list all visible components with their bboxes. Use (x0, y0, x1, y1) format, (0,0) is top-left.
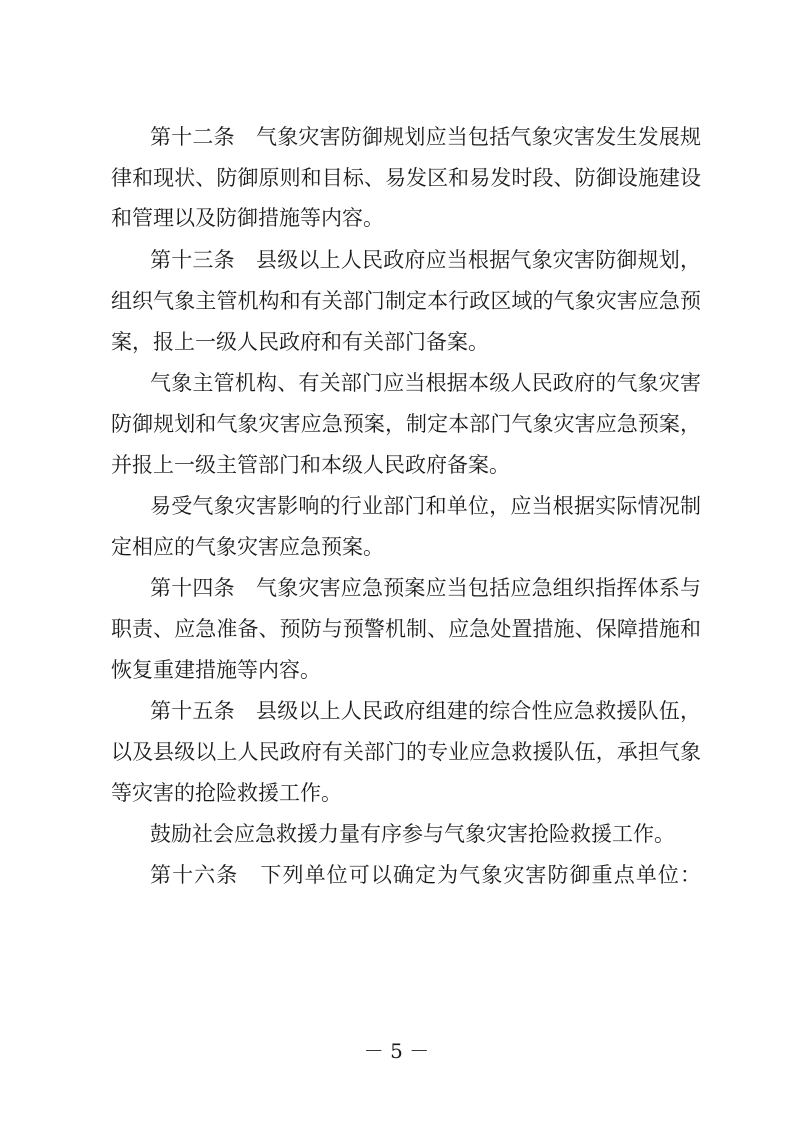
text-line: 职责、应急准备、预防与预警机制、应急处置措施、保障措施和 (111, 617, 701, 641)
text-line: 和管理以及防御措施等内容。 (111, 206, 384, 230)
text-line: 第十五条 县级以上人民政府组建的综合性应急救援队伍， (150, 699, 701, 723)
text-line: 并报上一级主管部门和本级人民政府备案。 (111, 453, 510, 477)
text-line: 组织气象主管机构和有关部门制定本行政区域的气象灾害应急预 (111, 289, 701, 313)
text-line: 第十六条 下列单位可以确定为气象灾害防御重点单位： (150, 863, 701, 887)
text-line: 以及县级以上人民政府有关部门的专业应急救援队伍，承担气象 (111, 740, 701, 764)
text-line: 气象主管机构、有关部门应当根据本级人民政府的气象灾害 (150, 371, 701, 395)
text-line: 恢复重建措施等内容。 (111, 658, 321, 682)
text-line: 定相应的气象灾害应急预案。 (111, 535, 384, 559)
text-line: 案，报上一级人民政府和有关部门备案。 (111, 330, 489, 354)
text-line: 防御规划和气象灾害应急预案，制定本部门气象灾害应急预案， (111, 412, 701, 436)
text-line: 第十四条 气象灾害应急预案应当包括应急组织指挥体系与 (150, 576, 701, 600)
page-number: － 5 － (363, 1039, 430, 1063)
text-line: 律和现状、防御原则和目标、易发区和易发时段、防御设施建设 (111, 166, 701, 190)
text-line: 第十三条 县级以上人民政府应当根据气象灾害防御规划， (150, 248, 701, 272)
text-line: 鼓励社会应急救援力量有序参与气象灾害抢险救援工作。 (150, 822, 675, 846)
text-line: 易受气象灾害影响的行业部门和单位，应当根据实际情况制 (150, 494, 701, 518)
text-line: 第十二条 气象灾害防御规划应当包括气象灾害发生发展规 (150, 125, 701, 149)
text-line: 等灾害的抢险救援工作。 (111, 781, 342, 805)
